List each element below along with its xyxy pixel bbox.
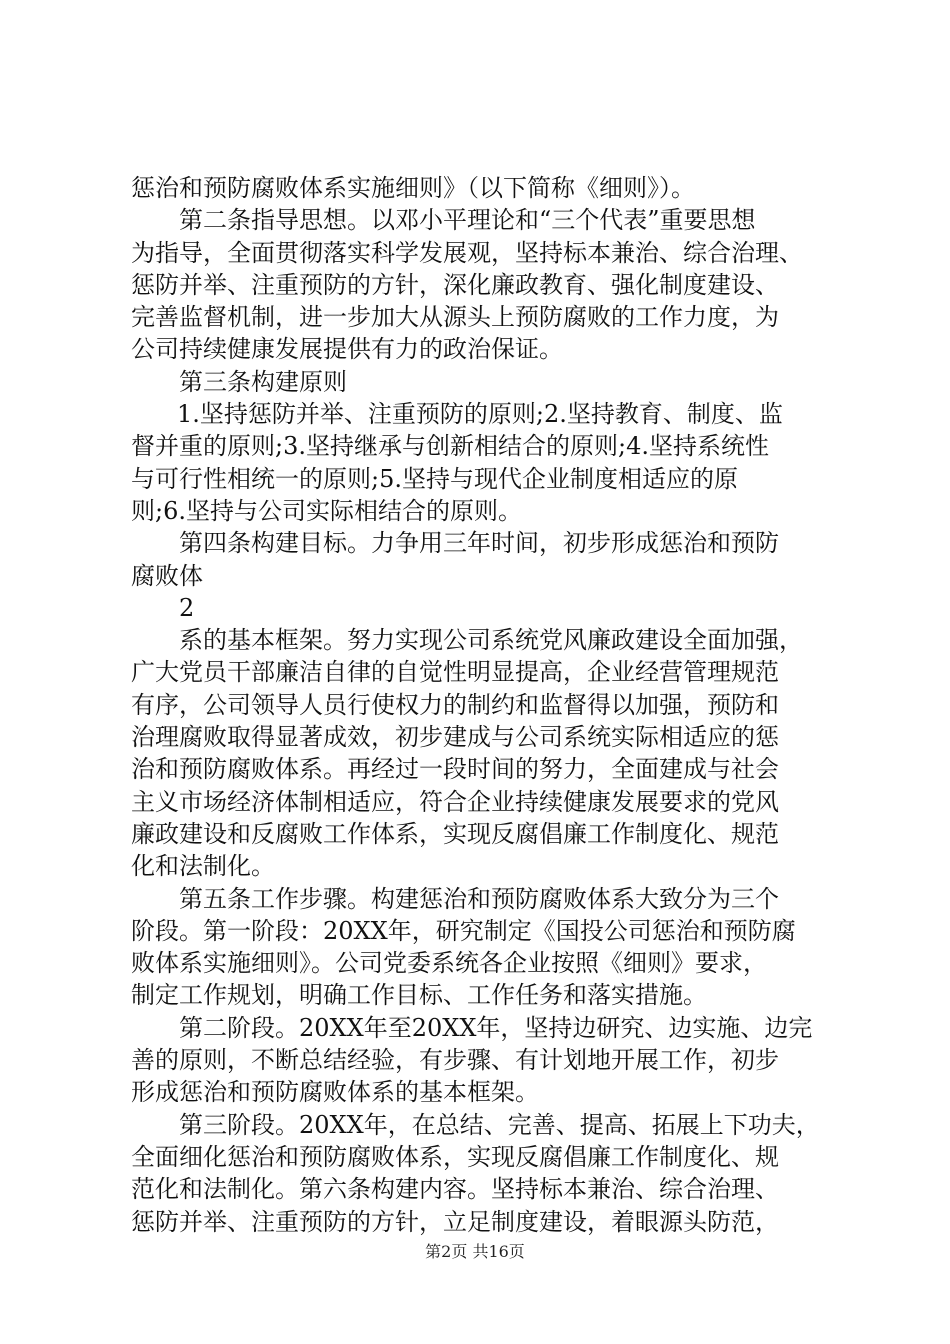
- inline-page-number: 2: [179, 593, 195, 622]
- text-line: 完善监督机制，进一步加大从源头上预防腐败的工作力度，为: [131, 303, 779, 332]
- text-line: 善的原则，不断总结经验，有步骤、有计划地开展工作，初步: [131, 1046, 779, 1075]
- stage-2-heading: 第二阶段。20XX年至20XX年，坚持边研究、边实施、边完: [179, 1013, 813, 1042]
- text-line: 廉政建设和反腐败工作体系，实现反腐倡廉工作制度化、规范: [131, 819, 779, 848]
- text-line: 治和预防腐败体系。再经过一段时间的努力，全面建成与社会: [131, 755, 779, 784]
- text-line: 全面细化惩治和预防腐败体系，实现反腐倡廉工作制度化、规: [131, 1142, 779, 1171]
- text-line: 则;6.坚持与公司实际相结合的原则。: [131, 496, 522, 525]
- text-line: 惩治和预防腐败体系实施细则》（以下简称《细则》）。: [131, 174, 695, 202]
- page-footer: [0, 1242, 950, 1262]
- text-line: 阶段。第一阶段：20XX年，研究制定《国投公司惩治和预防腐: [131, 916, 796, 945]
- text-line: 公司持续健康发展提供有力的政治保证。: [131, 335, 563, 364]
- text-line: 督并重的原则;3.坚持继承与创新相结合的原则;4.坚持系统性: [131, 432, 769, 461]
- text-line: 惩防并举、注重预防的方针，立足制度建设，着眼源头防范，: [131, 1207, 779, 1236]
- text-line: 主义市场经济体制相适应，符合企业持续健康发展要求的党风: [131, 787, 779, 816]
- principles-list-start: 1.坚持惩防并举、注重预防的原则;2.坚持教育、制度、监: [177, 400, 783, 429]
- article-5-heading: 第五条工作步骤。构建惩治和预防腐败体系大致分为三个: [179, 884, 779, 913]
- text-line: 形成惩治和预防腐败体系的基本框架。: [131, 1078, 539, 1107]
- article-3-heading: 第三条构建原则: [179, 367, 347, 396]
- text-line: 范化和法制化。第六条构建内容。坚持标本兼治、综合治理、: [131, 1175, 779, 1204]
- text-line: 广大党员干部廉洁自律的自觉性明显提高，企业经营管理规范: [131, 658, 779, 687]
- article-2-heading: 第二条指导思想。以邓小平理论和“三个代表”重要思想: [179, 206, 756, 235]
- article-4-heading: 第四条构建目标。力争用三年时间，初步形成惩治和预防: [179, 529, 779, 558]
- text-line: 治理腐败取得显著成效，初步建成与公司系统实际相适应的惩: [131, 723, 779, 752]
- text-line: 败体系实施细则》。公司党委系统各企业按照《细则》要求，: [131, 949, 767, 978]
- text-line: 化和法制化。: [131, 852, 275, 881]
- document-body: [131, 172, 847, 1238]
- text-line: 有序，公司领导人员行使权力的制约和监督得以加强，预防和: [131, 690, 779, 719]
- page-counter: 第2页 共16页: [425, 1242, 525, 1261]
- stage-3-heading: 第三阶段。20XX年，在总结、完善、提高、拓展上下功夫，: [179, 1110, 820, 1139]
- text-line: 制定工作规划，明确工作目标、工作任务和落实措施。: [131, 981, 707, 1010]
- text-line: 系的基本框架。努力实现公司系统党风廉政建设全面加强，: [179, 626, 803, 655]
- text-line: 与可行性相统一的原则;5.坚持与现代企业制度相适应的原: [131, 464, 738, 493]
- text-line: 为指导，全面贯彻落实科学发展观，坚持标本兼治、综合治理、: [131, 238, 803, 267]
- text-line: 腐败体: [131, 561, 203, 590]
- text-line: 惩防并举、注重预防的方针，深化廉政教育、强化制度建设、: [131, 270, 779, 299]
